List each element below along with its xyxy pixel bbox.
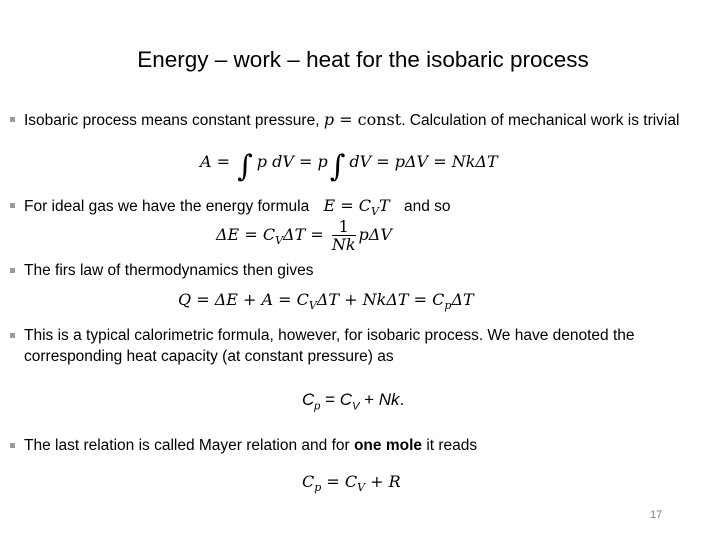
bullet-marker (10, 117, 15, 122)
eq-op: = (239, 225, 263, 244)
eq-op: = (428, 152, 452, 171)
work-equation (200, 149, 498, 184)
fraction-numerator: 1 (338, 217, 349, 236)
const-word: const (357, 110, 402, 129)
eq-term: Nk (378, 390, 400, 409)
eq-term: C (432, 290, 445, 309)
paragraph-calorimetric (24, 325, 686, 367)
eq-op: = (273, 290, 297, 309)
eq-term: ΔT (451, 290, 474, 309)
subscript: V (371, 205, 379, 219)
paragraph-mayer-relation (24, 435, 684, 456)
eq-term: NkΔT (451, 152, 498, 171)
fraction (332, 218, 356, 253)
paragraph-isobaric-definition (24, 109, 684, 131)
subscript: V (275, 234, 284, 248)
eq-term: ΔE (216, 225, 240, 244)
energy-change-equation (216, 218, 392, 253)
eq-op: = (321, 472, 345, 491)
text-segment: For ideal gas we have the energy formula (24, 198, 310, 215)
bold-text: one mole (353, 437, 423, 454)
bullet-marker (10, 333, 15, 338)
text-segment: it reads (422, 437, 478, 454)
eq-op: = (320, 390, 340, 409)
integral-symbol: ∫ (329, 149, 346, 184)
eq-term: E (323, 196, 336, 215)
equals-sign: = (334, 110, 358, 129)
paragraph-first-law (24, 260, 684, 281)
eq-op: = (335, 196, 359, 215)
mayer-equation (302, 472, 401, 498)
subscript: p (444, 299, 452, 313)
eq-term: A (261, 290, 274, 309)
eq-op: + (237, 290, 262, 309)
eq-op: + (359, 390, 379, 409)
eq-term: R (388, 472, 401, 491)
eq-term: C (302, 390, 315, 409)
eq-term: p (317, 152, 328, 171)
eq-op: = (305, 225, 329, 244)
eq-term: pΔV (358, 225, 392, 244)
eq-op: = (293, 152, 318, 171)
eq-term: A (200, 152, 212, 171)
eq-op: = (408, 290, 433, 309)
eq-op: = (191, 290, 215, 309)
subscript: V (357, 481, 366, 495)
bullet-marker (10, 268, 15, 273)
eq-term: ΔE (214, 290, 238, 309)
eq-term: ΔT (316, 290, 340, 309)
eq-term: C (339, 390, 353, 409)
fraction-denominator: Nk (331, 235, 356, 254)
subscript: p (314, 481, 322, 495)
subscript: V (352, 400, 360, 413)
eq-term: C (296, 290, 309, 309)
eq-term: pΔV (394, 152, 429, 171)
text-segment: . Calculation of mechanical work is trivial (401, 112, 680, 129)
eq-term: C (302, 472, 315, 491)
text-segment: and so (403, 198, 451, 215)
eq-term: ΔT (283, 225, 306, 244)
text-segment: Isobaric process means constant pressure, (24, 112, 324, 129)
eq-term: Q (178, 290, 192, 309)
heat-capacity-equation (302, 390, 404, 416)
eq-op: + (339, 290, 363, 309)
first-law-equation (178, 290, 474, 316)
text-segment: This is a typical calorimetric formula, however, for isobaric process. We have denoted the corresponding heat capacity (at constant pressure) as (24, 327, 635, 365)
text-segment: The last relation is called Mayer relation and for (24, 437, 354, 454)
page-number: 17 (650, 509, 663, 521)
eq-op: = (371, 152, 395, 171)
inline-energy-equation (323, 196, 390, 219)
bullet-marker (10, 203, 15, 208)
subscript: p (314, 400, 321, 413)
eq-term: C (344, 472, 358, 491)
eq-op: . (399, 390, 405, 409)
eq-term: T (378, 196, 390, 215)
eq-op: = (211, 152, 236, 171)
slide-title: Energy – work – heat for the isobaric process (137, 47, 589, 72)
eq-term: C (262, 225, 276, 244)
symbol-p: p (323, 110, 335, 129)
integral-symbol: ∫ (237, 149, 253, 184)
bullet-marker (10, 443, 15, 448)
text-segment: The firs law of thermodynamics then gives (24, 262, 314, 279)
subscript: V (308, 299, 317, 313)
eq-term: p dV (256, 152, 294, 171)
eq-term: dV (349, 152, 372, 171)
eq-op: + (365, 472, 389, 491)
eq-term: NkΔT (362, 290, 409, 309)
eq-term: C (358, 196, 372, 215)
